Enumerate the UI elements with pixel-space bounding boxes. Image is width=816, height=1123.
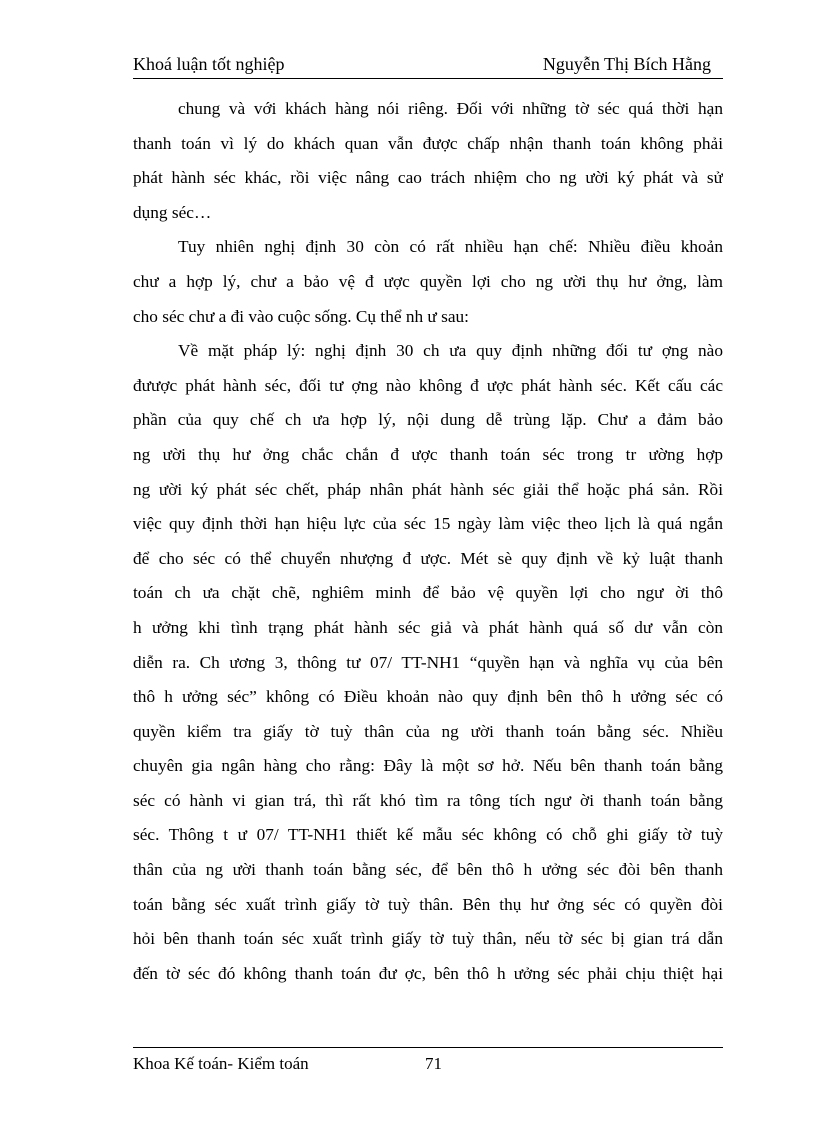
- text-line: quyền kiểm tra giấy tờ tuỳ thân của ng ười thanh toán bằng séc. Nhiều: [133, 721, 723, 741]
- text-line: h ưởng khi tình trạng phát hành séc giả và phát hành quá số dư vẫn còn: [133, 617, 723, 637]
- text-line: dụng séc…: [133, 202, 212, 222]
- footer-department: Khoa Kế toán- Kiểm toán: [133, 1054, 309, 1073]
- header-author-name: Nguyễn Thị Bích Hằng: [542, 54, 711, 74]
- text-line: để cho séc có thể chuyển nhượng đ ược. Mét sè quy định về kỷ luật thanh: [133, 548, 723, 568]
- text-line: đến tờ séc đó không thanh toán đư ợc, bên thô h ưởng séc phải chịu thiệt hại: [133, 963, 723, 983]
- text-line: thô h ưởng séc” không có Điều khoản nào quy định bên thô h ưởng séc có: [133, 687, 723, 707]
- body-text: [133, 92, 723, 991]
- page-header: [133, 52, 723, 79]
- text-line: chư a hợp lý, chư a bảo vệ đ ược quyền lợi cho ng ười thụ hư ởng, làm: [133, 271, 723, 291]
- text-line: chuyên gia ngân hàng cho rằng: Đây là một sơ hở. Nếu bên thanh toán bằng: [133, 756, 723, 776]
- text-line: Về mặt pháp lý: nghị định 30 ch ưa quy định những đối tư ợng nào: [178, 341, 723, 361]
- text-line: đưược phát hành séc, đối tư ợng nào không đ ược phát hành séc. Kết cấu các: [133, 375, 723, 395]
- text-line: thân của ng ười thanh toán bằng séc, để bên thô h ưởng séc đòi bên thanh: [133, 860, 723, 880]
- text-line: séc. Thông t ư 07/ TT-NH1 thiết kế mẫu séc không có chỗ ghi giấy tờ tuỳ: [133, 825, 723, 845]
- page-number: 71: [425, 1054, 442, 1073]
- header-thesis-title: Khoá luận tốt nghiệp: [133, 54, 285, 74]
- page-footer: [133, 1047, 723, 1073]
- text-line: phát hành séc khác, rồi việc nâng cao trách nhiệm cho ng ười ký phát và sử: [133, 168, 723, 188]
- text-line: diễn ra. Ch ương 3, thông tư 07/ TT-NH1 “quyền hạn và nghĩa vụ của bên: [133, 652, 723, 672]
- text-line: ng ười thụ hư ởng chắc chắn đ ược thanh toán séc trong tr ường hợp: [133, 444, 723, 464]
- text-line: toán ch ưa chặt chẽ, nghiêm minh để bảo vệ quyền lợi cho ngư ời thô: [133, 583, 723, 603]
- text-line: chung và với khách hàng nói riêng. Đối với những tờ séc quá thời hạn: [178, 99, 723, 118]
- text-line: Tuy nhiên nghị định 30 còn có rất nhiều hạn chế: Nhiều điều khoản: [178, 237, 723, 257]
- text-line: phần của quy chế ch ưa hợp lý, nội dung dễ trùng lặp. Chư a đảm bảo: [133, 410, 723, 430]
- text-line: việc quy định thời hạn hiệu lực của séc 15 ngày làm việc theo lịch là quá ngắn: [133, 514, 723, 534]
- text-line: hỏi bên thanh toán séc xuất trình giấy tờ tuỳ thân, nếu tờ séc bị gian trá dẫn: [133, 929, 723, 949]
- text-line: toán bằng séc xuất trình giấy tờ tuỳ thân. Bên thụ hư ởng séc có quyền đòi: [133, 894, 723, 914]
- text-line: ng ười ký phát séc chết, pháp nhân phát hành séc giải thể hoặc phá sản. Rồi: [133, 479, 723, 499]
- text-line: cho séc chư a đi vào cuộc sống. Cụ thể nh ư sau:: [133, 306, 469, 326]
- text-line: thanh toán vì lý do khách quan vẫn được chấp nhận thanh toán không phải: [133, 133, 723, 153]
- text-line: séc có hành vi gian trá, thì rất khó tìm ra tông tích ngư ời thanh toán bằng: [133, 790, 723, 810]
